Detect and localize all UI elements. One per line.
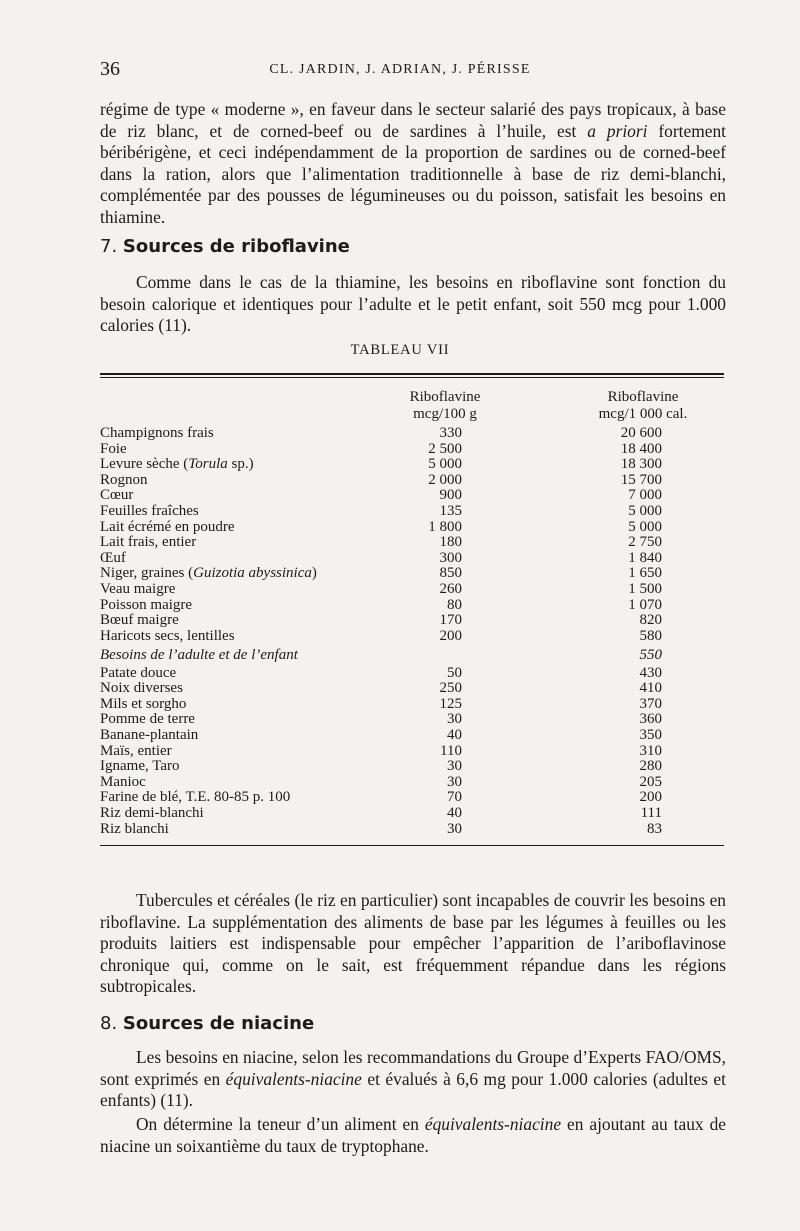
table-row (100, 582, 724, 598)
value-per-100g: 5 000 (428, 456, 462, 473)
food-name: Manioc (100, 773, 146, 790)
value-per-1000cal: 1 500 (628, 581, 662, 597)
table-row (100, 666, 724, 682)
table-row (100, 520, 724, 536)
table-row (100, 759, 724, 775)
food-name: Igname, Taro (100, 758, 180, 775)
value-per-100g: 30 (447, 711, 462, 728)
food-name: Patate douce (100, 664, 177, 681)
value-per-100g: 850 (439, 565, 462, 582)
table-row (100, 790, 724, 806)
value-per-100g: 80 (447, 596, 462, 613)
value-per-1000cal: 580 (639, 627, 662, 644)
section-8-paragraph-1: Les besoins en niacine, selon les recommandations du Groupe d’Experts FAO/OMS, sont exprimés en équivalents-niacine et évalués à 6,6 mg pour 1.000 calories (adultes et enfants) (11). (100, 1047, 726, 1111)
section-7-heading: 7. Sources de riboflavine (100, 236, 350, 257)
value-per-1000cal: 5 000 (628, 518, 662, 535)
table-row (100, 488, 724, 504)
value-per-1000cal: 20 600 (620, 425, 662, 441)
table-row (100, 728, 724, 744)
value-per-100g: 30 (447, 773, 462, 790)
value-per-100g: 70 (447, 789, 462, 806)
food-name: Besoins de l’adulte et de l’enfant (100, 646, 298, 663)
value-per-1000cal: 370 (639, 695, 662, 712)
table-row (100, 744, 724, 760)
column-header-per-100g: Riboflavine mcg/100 g (409, 389, 481, 422)
table-top-rule (100, 373, 724, 375)
table-top-rule-thin (100, 377, 724, 378)
table-row (100, 712, 724, 728)
food-name: Farine de blé, T.E. 80-85 p. 100 (100, 789, 291, 806)
value-per-1000cal: 1 650 (628, 565, 662, 582)
table-bottom-rule (100, 845, 724, 846)
food-name: Niger, graines (Guizotia abyssinica) (100, 565, 317, 582)
value-per-1000cal: 83 (647, 820, 662, 837)
food-name: Foie (100, 440, 127, 457)
value-per-100g: 900 (439, 487, 462, 504)
value-per-100g: 40 (447, 726, 462, 743)
column-header-per-1000cal: Riboflavine mcg/1 000 cal. (598, 389, 688, 422)
table-row (100, 681, 724, 697)
value-per-100g: 50 (447, 664, 462, 681)
value-per-1000cal: 7 000 (628, 487, 662, 504)
value-per-1000cal: 1 070 (628, 596, 662, 613)
value-per-100g: 250 (439, 680, 462, 697)
food-name: Œuf (100, 549, 126, 566)
food-name: Cœur (100, 487, 134, 504)
value-per-1000cal: 111 (640, 804, 662, 821)
table-row (100, 697, 724, 713)
food-name: Levure sèche (Torula sp.) (100, 456, 254, 473)
table-caption: TABLEAU VII (350, 342, 450, 358)
value-per-100g: 1 800 (428, 518, 462, 535)
table-row (100, 822, 724, 838)
after-table-paragraph: Tubercules et céréales (le riz en particulier) sont incapables de couvrir les besoins en riboflavine. La supplémentation des aliments de base par les légumes à feuilles ou les produits laitiers est indispensable pour empêcher l’apparition de l’ariboflavinose chronique qui, comme on le sait, est fréquemment répandue dans les régions subtropicales. (100, 890, 726, 997)
value-per-100g: 2 000 (428, 471, 462, 488)
running-head: CL. JARDIN, J. ADRIAN, J. PÉRISSE (269, 62, 531, 77)
value-per-100g: 300 (439, 549, 462, 566)
table-row (100, 613, 724, 629)
value-per-1000cal: 2 750 (628, 534, 662, 551)
food-name: Banane-plantain (100, 726, 199, 743)
value-per-1000cal: 430 (639, 664, 662, 681)
food-name: Champignons frais (100, 425, 214, 441)
food-name: Mils et sorgho (100, 695, 187, 712)
section-8-heading: 8. Sources de niacine (100, 1013, 315, 1034)
food-name: Riz blanchi (100, 820, 169, 837)
table-row (100, 535, 724, 551)
value-per-100g: 40 (447, 804, 462, 821)
food-name: Poisson maigre (100, 596, 193, 613)
food-name: Pomme de terre (100, 711, 195, 728)
value-per-1000cal: 1 840 (628, 549, 662, 566)
food-name: Bœuf maigre (100, 612, 179, 629)
table-row (100, 473, 724, 489)
table-row (100, 566, 724, 582)
table-row (100, 504, 724, 520)
value-per-1000cal: 15 700 (620, 471, 662, 488)
value-per-100g: 200 (439, 627, 462, 644)
value-per-1000cal: 5 000 (628, 503, 662, 519)
food-name: Feuilles fraîches (100, 503, 199, 519)
value-per-100g: 170 (439, 612, 462, 629)
value-per-100g: 30 (447, 820, 462, 837)
value-per-1000cal: 310 (639, 742, 662, 759)
table-row (100, 775, 724, 791)
value-per-100g: 135 (439, 503, 462, 519)
section-8-paragraph-2: On détermine la teneur d’un aliment en équivalents-niacine en ajoutant au taux de niacine un soixantième du taux de tryptophane. (100, 1114, 726, 1156)
food-name: Maïs, entier (100, 742, 172, 759)
value-per-1000cal: 200 (639, 789, 662, 806)
intro-paragraph: régime de type « moderne », en faveur dans le secteur salarié des pays tropicaux, à base de riz blanc, et de corned-beef ou de sardines à l’huile, est a priori fortement béribérigène, et ceci indépendamment de la proportion de sardines ou de corned-beef dans la ration, alors que l’alimentation traditionnelle à base de riz demi-blanchi, complémentée par des pousses de légumineuses ou du poisson, satisfait les besoins en thiamine. (100, 99, 726, 227)
table-row (100, 629, 724, 645)
food-name: Riz demi-blanchi (100, 804, 204, 821)
food-name: Lait frais, entier (100, 534, 197, 551)
food-name: Veau maigre (100, 581, 176, 597)
value-per-100g: 330 (439, 425, 462, 441)
food-name: Lait écrémé en poudre (100, 518, 235, 535)
value-per-100g: 2 500 (428, 440, 462, 457)
value-per-1000cal: 205 (639, 773, 662, 790)
value-per-1000cal: 280 (639, 758, 662, 775)
table-row (100, 598, 724, 614)
value-per-1000cal: 360 (639, 711, 662, 728)
page-number: 36 (100, 58, 120, 80)
food-name: Rognon (100, 471, 148, 488)
table-row-requirement (100, 648, 724, 664)
food-name: Noix diverses (100, 680, 183, 697)
value-per-1000cal: 550 (639, 646, 662, 663)
value-per-100g: 125 (439, 695, 462, 712)
value-per-100g: 260 (439, 581, 462, 597)
table-row (100, 551, 724, 567)
value-per-1000cal: 410 (639, 680, 662, 697)
value-per-100g: 180 (439, 534, 462, 551)
value-per-1000cal: 18 300 (620, 456, 662, 473)
value-per-1000cal: 18 400 (620, 440, 662, 457)
food-name: Haricots secs, lentilles (100, 627, 235, 644)
section-7-paragraph: Comme dans le cas de la thiamine, les besoins en riboflavine sont fonction du besoin calorique et identiques pour l’adulte et le petit enfant, soit 550 mcg pour 1.000 calories (11). (100, 272, 726, 336)
value-per-1000cal: 820 (639, 612, 662, 629)
value-per-1000cal: 350 (639, 726, 662, 743)
value-per-100g: 110 (440, 742, 462, 759)
table-row (100, 442, 724, 458)
value-per-100g: 30 (447, 758, 462, 775)
table-row (100, 426, 724, 442)
table-row (100, 457, 724, 473)
table-row (100, 806, 724, 822)
